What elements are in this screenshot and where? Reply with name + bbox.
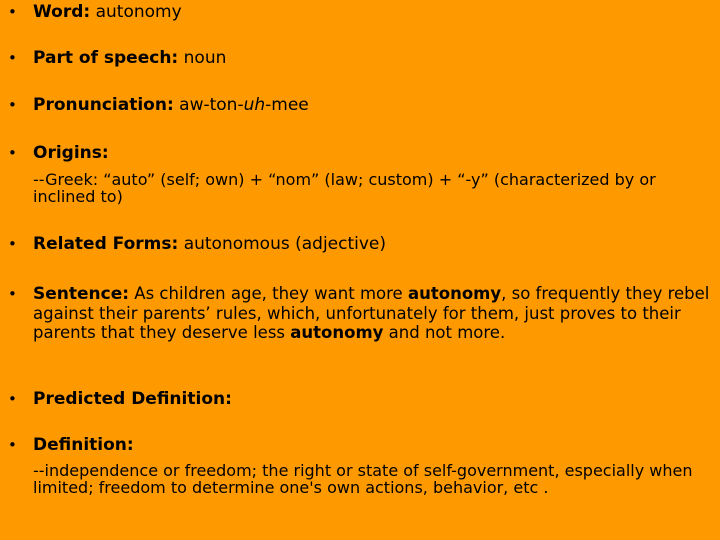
origins-line: [33, 143, 708, 163]
related-forms-label: Related Forms:: [33, 234, 179, 254]
origins-detail: --Greek: “auto” (self; own) + “nom” (law; custom) + “-y” (characterized by or inclined to): [33, 170, 656, 206]
bullet: •: [8, 96, 17, 114]
predicted-definition-label: Predicted Definition:: [33, 389, 232, 409]
sentence-part-3: and not more.: [388, 323, 506, 342]
word-label: Word:: [33, 2, 91, 22]
bullet: •: [8, 436, 17, 454]
bullet: •: [8, 3, 17, 21]
bullet: •: [8, 235, 17, 253]
bullet: •: [8, 285, 17, 303]
word-value: autonomy: [95, 2, 182, 22]
pronunciation-label: Pronunciation:: [33, 95, 174, 115]
sentence-text: [33, 284, 713, 342]
bullet: •: [8, 144, 17, 162]
sentence-highlight-2: autonomy: [290, 323, 384, 342]
part-of-speech-line: [33, 48, 708, 68]
pronunciation-end: -mee: [265, 95, 309, 115]
pronunciation-start: aw-ton-: [179, 95, 244, 115]
definition-line: [33, 435, 708, 455]
origins-label: Origins:: [33, 143, 109, 163]
word-line: [33, 2, 708, 22]
pronunciation-line: [33, 95, 708, 115]
pronunciation-stressed-syllable: uh: [243, 95, 266, 115]
part-of-speech-value: noun: [183, 48, 227, 68]
related-forms-value: autonomous (adjective): [183, 234, 387, 254]
sentence-highlight-1: autonomy: [407, 284, 502, 303]
related-forms-line: [33, 234, 708, 254]
sentence-part-2: , so frequently they rebel against their parents’ rules, which, unfortunately for them, just proves to their parents that they deserve less: [33, 284, 710, 342]
definition-detail: --independence or freedom; the right or state of self-government, especially when limited; freedom to determine one's own actions, behavior, etc .: [33, 461, 693, 497]
bullet: •: [8, 390, 17, 408]
sentence-label: Sentence:: [33, 284, 130, 304]
sentence-part-1: As children age, they want more: [134, 284, 403, 303]
definition-label: Definition:: [33, 435, 134, 455]
predicted-definition-line: [33, 389, 708, 409]
bullet: •: [8, 49, 17, 67]
pronunciation-value: [179, 95, 309, 115]
part-of-speech-label: Part of speech:: [33, 48, 179, 68]
